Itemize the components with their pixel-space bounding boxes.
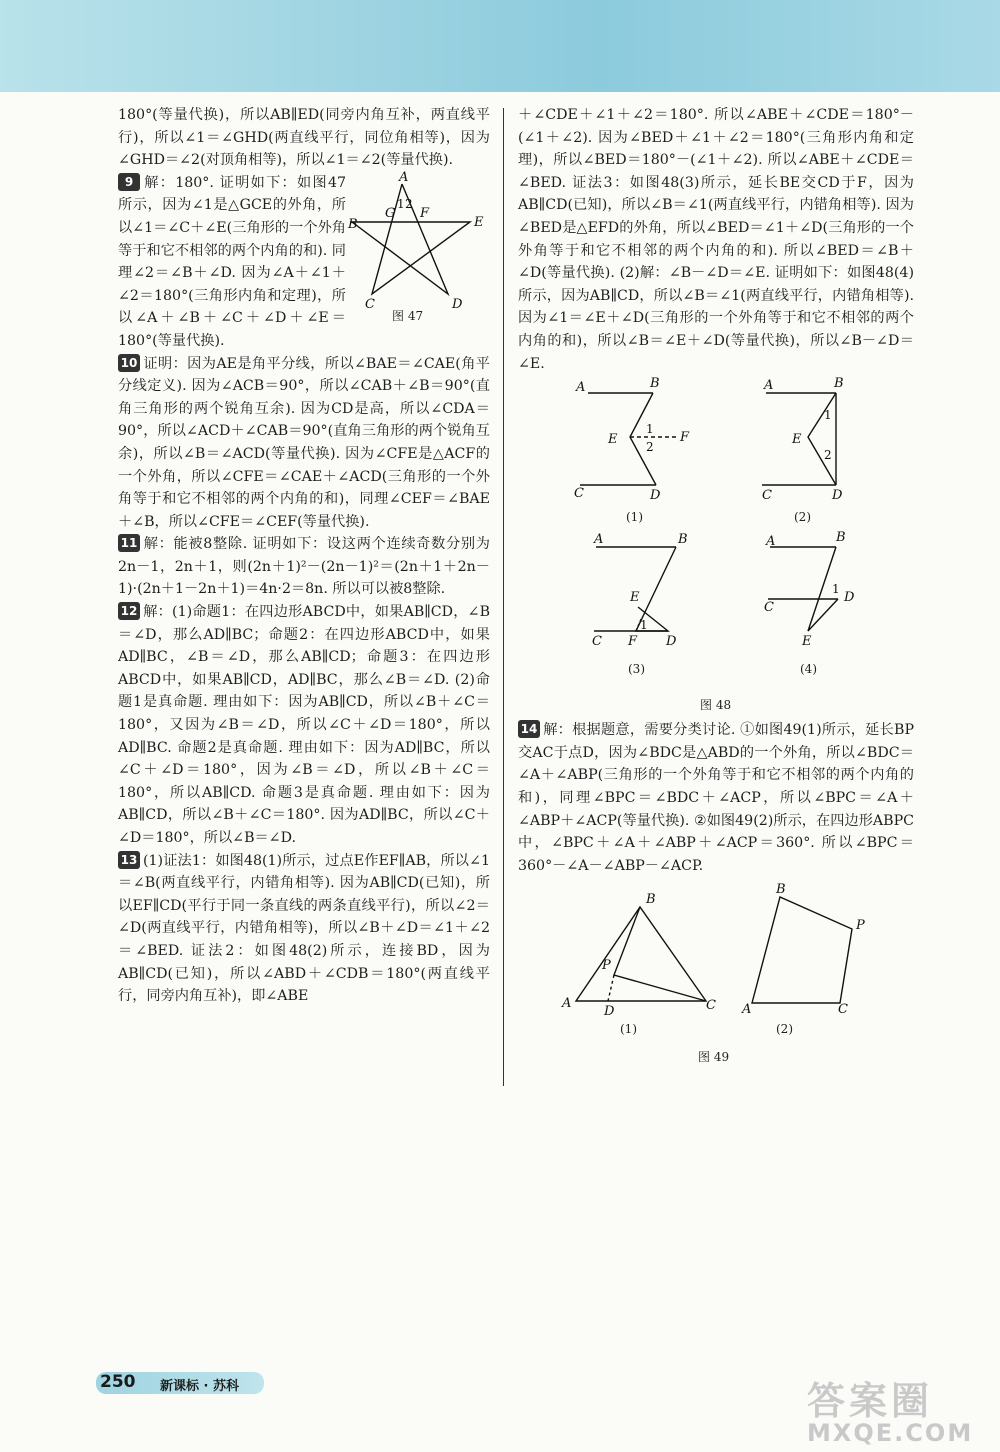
figure-48-3 bbox=[592, 532, 688, 676]
figure-49-1 bbox=[561, 892, 716, 1036]
question-number-14: 14 bbox=[518, 720, 540, 738]
watermark-cn: 答案圈 bbox=[807, 1379, 934, 1423]
answer-12 bbox=[118, 601, 490, 850]
fig48-2-D: D bbox=[832, 488, 843, 504]
fig48-1-F: F bbox=[680, 430, 690, 446]
fig49-2-sublabel: (2) bbox=[776, 1022, 793, 1037]
fig49-1-B: B bbox=[646, 892, 656, 908]
question-number-11: 11 bbox=[118, 534, 140, 552]
fig48-4-B: B bbox=[836, 530, 846, 546]
fig47-label-E: E bbox=[474, 214, 484, 230]
fig48-4-sublabel: (4) bbox=[800, 662, 817, 677]
question-number-10: 10 bbox=[118, 354, 140, 372]
answer-9 bbox=[118, 169, 490, 353]
fig48-1-sublabel: (1) bbox=[626, 510, 643, 525]
answer-13-continued: ＋∠CDE＋∠1＋∠2＝180°. 所以∠ABE＋∠CDE＝180°－(∠1＋∠2). 因为∠BED＋∠1＋∠2＝180°(三角形内角和定理)，所以∠BED＝180°－(∠1＋∠2). 所以∠ABE＋∠CDE＝∠BED. 证法3：如图48(3)所示，延长BE交CD于F，因为AB∥CD(已知)，所以∠B＝∠1(两直线平行，内错角相等). 因为∠BED是△EFD的外角，所以∠BED＝∠1＋∠D(三角形的一个外角等于和它不相邻的两个内角的和). 所以∠BED＝∠B＋∠D(等量代换). (2)解：∠B－∠D＝∠E. 证明如下：如图48(4)所示，因为AB∥CD，所以∠B＝∠1(两直线平行，内错角相等). 因为∠1＝∠E＋∠D(三角形的一个外角等于和它不相邻的两个内角的和)，所以∠B＝∠E＋∠D(等量代换)，所以∠B－∠D＝∠E. bbox=[518, 107, 914, 372]
fig47-label-D: D bbox=[452, 296, 463, 312]
figure-48-1 bbox=[574, 376, 690, 524]
fig48-2-A: A bbox=[764, 378, 774, 394]
fig49-2-A: A bbox=[742, 1002, 752, 1018]
answer-11-text: 解：能被8整除. 证明如下：设这两个连续奇数分别为2n－1，2n＋1，则(2n＋1)²－(2n－1)²＝(2n＋1＋2n－1)·(2n＋1－2n＋1)＝4n·2＝8n. 所以可以被8整除. bbox=[118, 536, 490, 598]
watermark-en: MXQE.COM bbox=[807, 1419, 974, 1447]
answer-9-text: 解：180°. 证明如下：如图47所示，因为∠1是△GCE的外角，所以∠1＝∠C＋∠E(三角形的一个外角等于和它不相邻的两个内角的和). 同理∠2＝∠B＋∠D. 因为∠A＋∠1＋∠2＝180°(三角形内角和定理)，所以∠A＋∠B＋∠C＋∠D＋∠E＝180°(等量代换). bbox=[118, 174, 346, 349]
figure-48 bbox=[518, 376, 914, 719]
question-number-13: 13 bbox=[118, 851, 140, 869]
figure-48-4 bbox=[764, 530, 855, 676]
fig48-4-A: A bbox=[766, 534, 776, 550]
fig47-label-A: A bbox=[399, 169, 409, 185]
answer-8-tail: 180°(等量代换)，所以AB∥ED(同旁内角互补，两直线平行)，所以∠1＝∠GHD(两直线平行，同位角相等)，因为∠GHD＝∠2(对顶角相等)，所以∠1＝∠2(等量代换). bbox=[118, 107, 490, 169]
fig48-2-sublabel: (2) bbox=[794, 510, 811, 525]
fig48-2-angle-2: 2 bbox=[824, 448, 832, 463]
fig48-4-E: E bbox=[802, 634, 812, 650]
fig48-caption: 图 48 bbox=[700, 698, 732, 713]
fig48-3-A: A bbox=[594, 532, 604, 548]
answer-13 bbox=[118, 850, 490, 1008]
fig48-2-E: E bbox=[792, 432, 802, 448]
fig48-1-angle-2: 2 bbox=[646, 440, 654, 455]
figure-47 bbox=[348, 169, 490, 323]
fig48-1-A: A bbox=[576, 380, 586, 396]
answer-13-text: (1)证法1：如图48(1)所示，过点E作EF∥AB，所以∠1＝∠B(两直线平行，内错角相等). 因为AB∥CD(已知)，所以EF∥CD(平行于同一条直线的两条直线平行)，所以∠2＝∠D(两直线平行，内错角相等)，所以∠B＋∠D＝∠1＋∠2＝∠BED. 证法2：如图48(2)所示，连接BD，因为AB∥CD(已知)，所以∠ABD＋∠CDB＝180°(两直线平行，同旁内角互补)，即∠ABE bbox=[118, 852, 490, 1005]
question-number-12: 12 bbox=[118, 602, 140, 620]
fig48-3-sublabel: (3) bbox=[628, 662, 645, 677]
fig48-4-D: D bbox=[844, 590, 855, 606]
fig47-label-F: F bbox=[420, 205, 430, 221]
fig48-3-B: B bbox=[678, 532, 688, 548]
answer-12-text: 解：(1)命题1：在四边形ABCD中，如果AB∥CD，∠B＝∠D，那么AD∥BC；命题2：在四边形ABCD中，如果AD∥BC，∠B＝∠D，那么AB∥CD；命题3：在四边形ABCD中，如果AB∥CD，AD∥BC，那么∠B＝∠D. (2)命题1是真命题. 理由如下：因为AB∥CD，所以∠B＋∠C＝180°，又因为∠B＝∠D，所以∠C＋∠D＝180°，所以AD∥BC. 命题2是真命题. 理由如下：因为AD∥BC，所以∠C＋∠D＝180°，因为∠B＝∠D，所以∠B＋∠C＝180°，所以AB∥CD. 命题3是真命题. 理由如下：因为AB∥CD，所以∠B＋∠C＝180°. 因为AD∥BC，所以∠C＋∠D＝180°，所以∠B＝∠D. bbox=[118, 604, 490, 846]
fig47-label-C: C bbox=[365, 296, 375, 312]
page-number: 250 bbox=[100, 1372, 136, 1392]
fig49-1-sublabel: (1) bbox=[620, 1022, 637, 1037]
left-column bbox=[118, 104, 490, 1008]
fig48-2-B: B bbox=[834, 376, 844, 392]
right-column bbox=[518, 104, 914, 1063]
fig47-label-B: B bbox=[348, 216, 358, 232]
fig47-angle-2: 2 bbox=[405, 196, 413, 211]
fig48-4-C: C bbox=[764, 600, 774, 616]
fig49-2-C: C bbox=[838, 1002, 848, 1018]
question-number-9: 9 bbox=[118, 173, 140, 191]
fig48-3-D: D bbox=[666, 634, 677, 650]
fig48-3-F: F bbox=[628, 634, 638, 650]
column-divider bbox=[503, 108, 504, 1086]
answer-14 bbox=[518, 719, 914, 877]
fig48-1-D: D bbox=[650, 488, 661, 504]
fig47-angle-1: 1 bbox=[397, 196, 405, 211]
answer-10-text: 证明：因为AE是角平分线，所以∠BAE＝∠CAE(角平分线定义). 因为∠ACB＝90°，所以∠CAB＋∠B＝90°(直角三角形的两个锐角互余). 因为CD是高，所以∠CDA＝90°，所以∠ACD＋∠CAB＝90°(直角三角形的两个锐角互余)，所以∠B＝∠ACD(等量代换). 因为∠CFE是△ACF的一个外角，所以∠CFE＝∠CAE＋∠ACD(三角形的一个外角等于和它不相邻的两个内角的和)，同理∠CEF＝∠BAE＋∠B，所以∠CFE＝∠CEF(等量代换). bbox=[118, 355, 490, 530]
fig48-1-C: C bbox=[574, 486, 584, 502]
fig48-2-angle-1: 1 bbox=[824, 408, 832, 423]
fig48-1-E: E bbox=[608, 432, 618, 448]
fig49-1-P: P bbox=[602, 958, 611, 974]
answer-10 bbox=[118, 353, 490, 534]
watermark bbox=[807, 1370, 982, 1447]
fig48-4-angle-1: 1 bbox=[832, 582, 840, 597]
fig48-1-angle-1: 1 bbox=[646, 422, 654, 437]
fig47-label-G: G bbox=[385, 205, 396, 221]
figure-49-2 bbox=[741, 882, 865, 1036]
fig48-3-C: C bbox=[592, 634, 602, 650]
fig49-2-P: P bbox=[856, 918, 865, 934]
fig48-1-B: B bbox=[650, 376, 660, 392]
header-band bbox=[0, 0, 1000, 92]
figure-49 bbox=[518, 883, 914, 1063]
fig48-3-angle-1: 1 bbox=[640, 618, 648, 633]
figure-48-2 bbox=[762, 376, 844, 524]
fig48-3-E: E bbox=[630, 590, 640, 606]
answer-14-text: 解：根据题意，需要分类讨论. ①如图49(1)所示，延长BP交AC于点D，因为∠BDC是△ABD的一个外角，所以∠BDC＝∠A＋∠ABP(三角形的一个外角等于和它不相邻的两个内角的和)，同理∠BPC＝∠BDC＋∠ACP，所以∠BPC＝∠A＋∠ABP＋∠ACP(等量代换). ②如图49(2)所示，在四边形ABPC中，∠BPC＋∠A＋∠ABP＋∠ACP＝360°. 所以∠BPC＝360°－∠A－∠ABP－∠ACP. bbox=[518, 722, 914, 874]
fig49-1-C: C bbox=[706, 998, 716, 1014]
fig49-1-A: A bbox=[562, 996, 572, 1012]
fig48-2-C: C bbox=[762, 488, 772, 504]
fig49-2-B: B bbox=[776, 882, 786, 898]
fig49-caption: 图 49 bbox=[698, 1050, 730, 1065]
answer-11 bbox=[118, 533, 490, 601]
fig49-1-D: D bbox=[604, 1004, 615, 1020]
series-label: 新课标 · 苏科 bbox=[160, 1379, 239, 1394]
fig47-caption: 图 47 bbox=[392, 308, 424, 323]
